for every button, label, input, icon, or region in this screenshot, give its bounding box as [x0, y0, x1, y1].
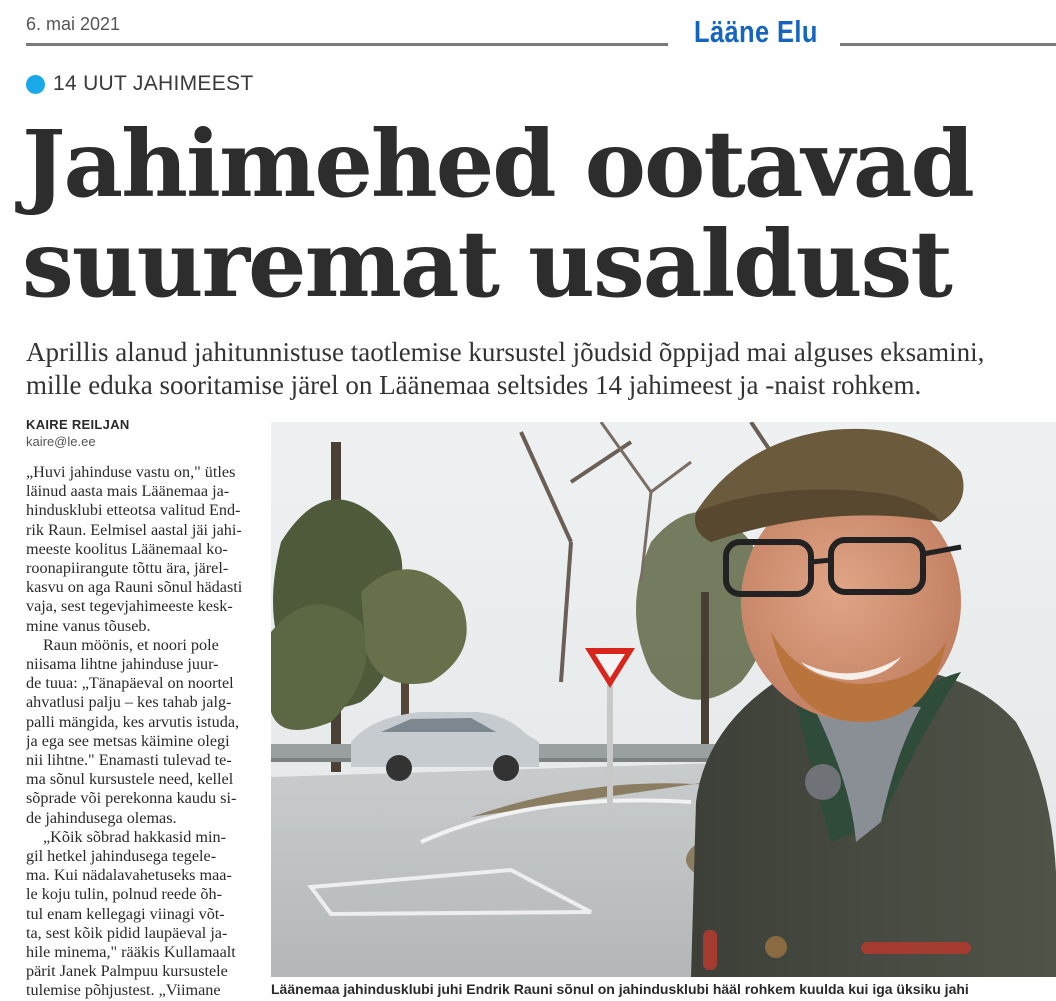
- body-line: hindusklubi etteotsa valitud End-: [26, 501, 241, 520]
- body-line: „Huvi jahinduse vastu on," ütles: [26, 463, 236, 481]
- body-line: roonapiirangute tõttu ära, järel-: [26, 559, 229, 578]
- body-line: tul enam kellegagi viinagi võt-: [26, 904, 225, 923]
- body-line: mine vanus tõuseb.: [26, 616, 151, 635]
- byline: [26, 417, 130, 449]
- headline-line: suuremat usaldust: [22, 210, 951, 318]
- body-line: de jahindusega olemas.: [26, 808, 177, 827]
- body-line: ta, sest kõik pidid laupäeval ja-: [26, 923, 228, 942]
- header-rule-right: [840, 43, 1056, 46]
- body-paragraph: [26, 463, 260, 636]
- body-line: rik Raun. Eelmisel aastal jäi jahi-: [26, 520, 242, 539]
- section-kicker: [26, 72, 253, 96]
- body-line: vaja, sest tegevjahimeeste kesk-: [26, 597, 233, 616]
- photo-illustration: [271, 422, 1056, 977]
- body-line: meeste koolitus Läänemaal ko-: [26, 539, 228, 558]
- body-line: tulemise põhjustest. „Viimane: [26, 981, 221, 1000]
- body-paragraph: [26, 636, 260, 828]
- body-line: ja ega see metsas käimine olegi: [26, 731, 230, 750]
- body-line: ma sõnul kursustele need, kellel: [26, 770, 234, 789]
- author-email: kaire@le.ee: [26, 434, 96, 449]
- article-lead: [26, 336, 1056, 402]
- author-name: KAIRE REILJAN: [26, 417, 130, 432]
- body-line: le koju tulin, polnud reede õh-: [26, 885, 223, 904]
- kicker-label: 14 UUT JAHIMEEST: [53, 72, 254, 95]
- headline-line: Jahimehed ootavad: [22, 110, 973, 218]
- body-line: läinud aasta mais Läänemaa ja-: [26, 482, 230, 501]
- photo-caption: Läänemaa jahindusklubi juhi Endrik Rauni sõnul on jahindusklubi hääl rohkem kuulda kui iga üksiku jahi: [271, 981, 969, 997]
- issue-date: 6. mai 2021: [26, 14, 121, 34]
- body-line: ahvatlusi palju – kes tahab jalg-: [26, 693, 232, 712]
- article-headline: [22, 110, 1052, 318]
- body-line: „Kõik sõbrad hakkasid min-: [43, 827, 226, 846]
- page-header: [0, 0, 1056, 60]
- body-line: pärit Janek Palmpuu kursustele: [26, 962, 228, 981]
- article-body: [26, 463, 260, 1001]
- header-rule-left: [26, 43, 668, 46]
- body-line: kasvu on aga Rauni sõnul hädasti: [26, 578, 243, 597]
- dot-icon: [26, 75, 45, 94]
- lead-line: Aprillis alanud jahitunnistuse taotlemise kursustel jõudsid õppijad mai alguses eksamini,: [26, 337, 985, 367]
- body-line: sõprade või perekonna kaudu si-: [26, 789, 237, 808]
- body-line: gil hetkel jahindusega tegele-: [26, 847, 217, 866]
- lead-line: mille eduka sooritamise järel on Läänemaa seltsides 14 jahimeest ja -naist rohkem.: [26, 370, 922, 400]
- body-paragraph: [26, 828, 260, 1001]
- masthead-logo: Lääne Elu: [694, 14, 818, 49]
- body-line: ma. Kui nädalavahetuseks maa-: [26, 866, 232, 885]
- body-line: palli mängida, kes arvutis istuda,: [26, 712, 240, 731]
- article-photo: [271, 422, 1056, 977]
- body-line: Raun möönis, et noori pole: [43, 635, 219, 654]
- body-line: hile minema," rääkis Kullamaalt: [26, 943, 236, 962]
- body-line: de tuua: „Tänapäeval on noortel: [26, 674, 234, 693]
- body-line: nii lihtne." Enamasti tulevad te-: [26, 751, 232, 770]
- body-line: niisama lihtne jahinduse juur-: [26, 655, 219, 674]
